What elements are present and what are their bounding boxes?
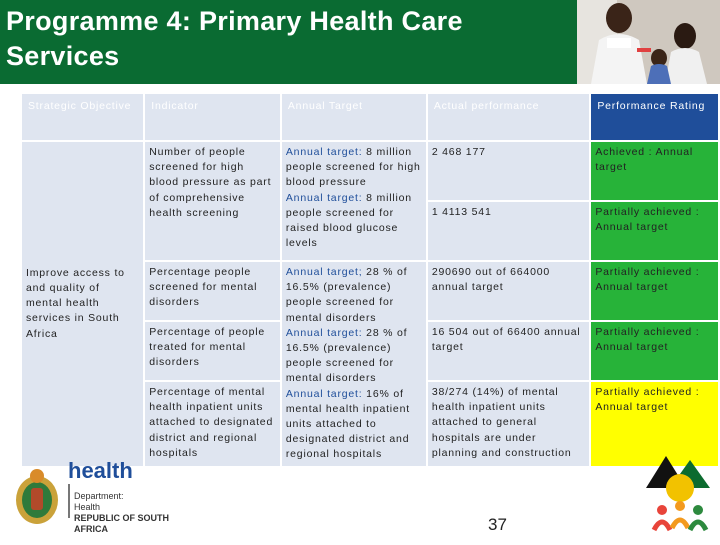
col-header-actual: Actual performance xyxy=(428,94,590,140)
rating-cell-partial-yellow: Partially achieved : Annual target xyxy=(591,382,718,466)
health-label: Health xyxy=(74,502,101,512)
rating-cell-partial: Partially achieved : Annual target xyxy=(591,322,718,380)
logo-divider xyxy=(68,484,70,518)
target-prefix: Annual target: xyxy=(285,387,363,400)
target-text: 28 % of 16.5% (prevalence) people screened for mental disorders xyxy=(285,266,408,324)
target-prefix: Annual target; xyxy=(285,266,363,278)
target-prefix: Annual target: xyxy=(285,146,363,158)
logo-word: health xyxy=(68,460,133,478)
rating-cell-partial: Partially achieved : Annual target xyxy=(591,262,718,320)
indicator-cell: Percentage of people treated for mental disorders xyxy=(145,322,280,380)
header-photo xyxy=(577,0,720,84)
target-text: 16% of mental health inpatient units attached to designated district and regional hospitals xyxy=(285,387,410,461)
page-number: 37 xyxy=(488,515,507,534)
table-row xyxy=(22,142,718,200)
indicator-cell: Percentage people screened for mental disorders xyxy=(145,262,280,320)
actual-cell: 38/274 (14%) of mental health inpatient units attached to general hospitals are under planning and construction xyxy=(428,382,590,466)
people-emblem-icon xyxy=(640,448,720,540)
target-prefix: Annual target: xyxy=(285,191,363,204)
actual-cell: 1 4113 541 xyxy=(428,202,590,260)
page-title: Programme 4: Primary Health Care Services xyxy=(6,6,463,71)
department-of-health-logo xyxy=(12,462,202,532)
coat-of-arms-icon xyxy=(12,466,62,528)
col-header-rating: Performance Rating xyxy=(591,94,718,140)
indicator-cell: Percentage of mental health inpatient units attached to designated district and regional hospitals xyxy=(145,382,280,466)
actual-cell: 290690 out of 664000 annual target xyxy=(428,262,590,320)
target-text: 8 million people screened for raised blood glucose levels xyxy=(285,191,412,250)
campaign-logo xyxy=(640,448,720,540)
target-prefix: Annual target: xyxy=(285,326,363,339)
actual-cell: 16 504 out of 66400 annual target xyxy=(428,322,590,380)
strategic-objective-cell xyxy=(22,142,143,466)
target-text: 28 % of 16.5% (prevalence) people screened for mental disorders xyxy=(285,326,408,385)
rating-cell-partial: Partially achieved : Annual target xyxy=(591,202,718,260)
republic-label: REPUBLIC OF SOUTH AFRICA xyxy=(74,513,170,534)
performance-table xyxy=(20,92,720,468)
indicator-cell: Number of people screened for high blood pressure as part of comprehensive health screening xyxy=(145,142,280,260)
title-banner xyxy=(0,0,720,84)
target-cell xyxy=(282,142,426,260)
col-header-objective: Strategic Objective xyxy=(22,94,143,140)
target-cell xyxy=(282,262,426,466)
col-header-indicator: Indicator xyxy=(145,94,280,140)
rating-cell-achieved: Achieved : Annual target xyxy=(591,142,718,200)
strategic-objective-text: Improve access to and quality of mental health services in South Africa xyxy=(26,266,125,340)
health-workers-photo-icon xyxy=(577,0,720,84)
table-header-row xyxy=(22,94,718,140)
col-header-target: Annual Target xyxy=(282,94,426,140)
actual-cell: 2 468 177 xyxy=(428,142,590,200)
target-text: 8 million people screened for high blood pressure xyxy=(285,146,421,189)
department-label: Department: xyxy=(74,491,124,501)
